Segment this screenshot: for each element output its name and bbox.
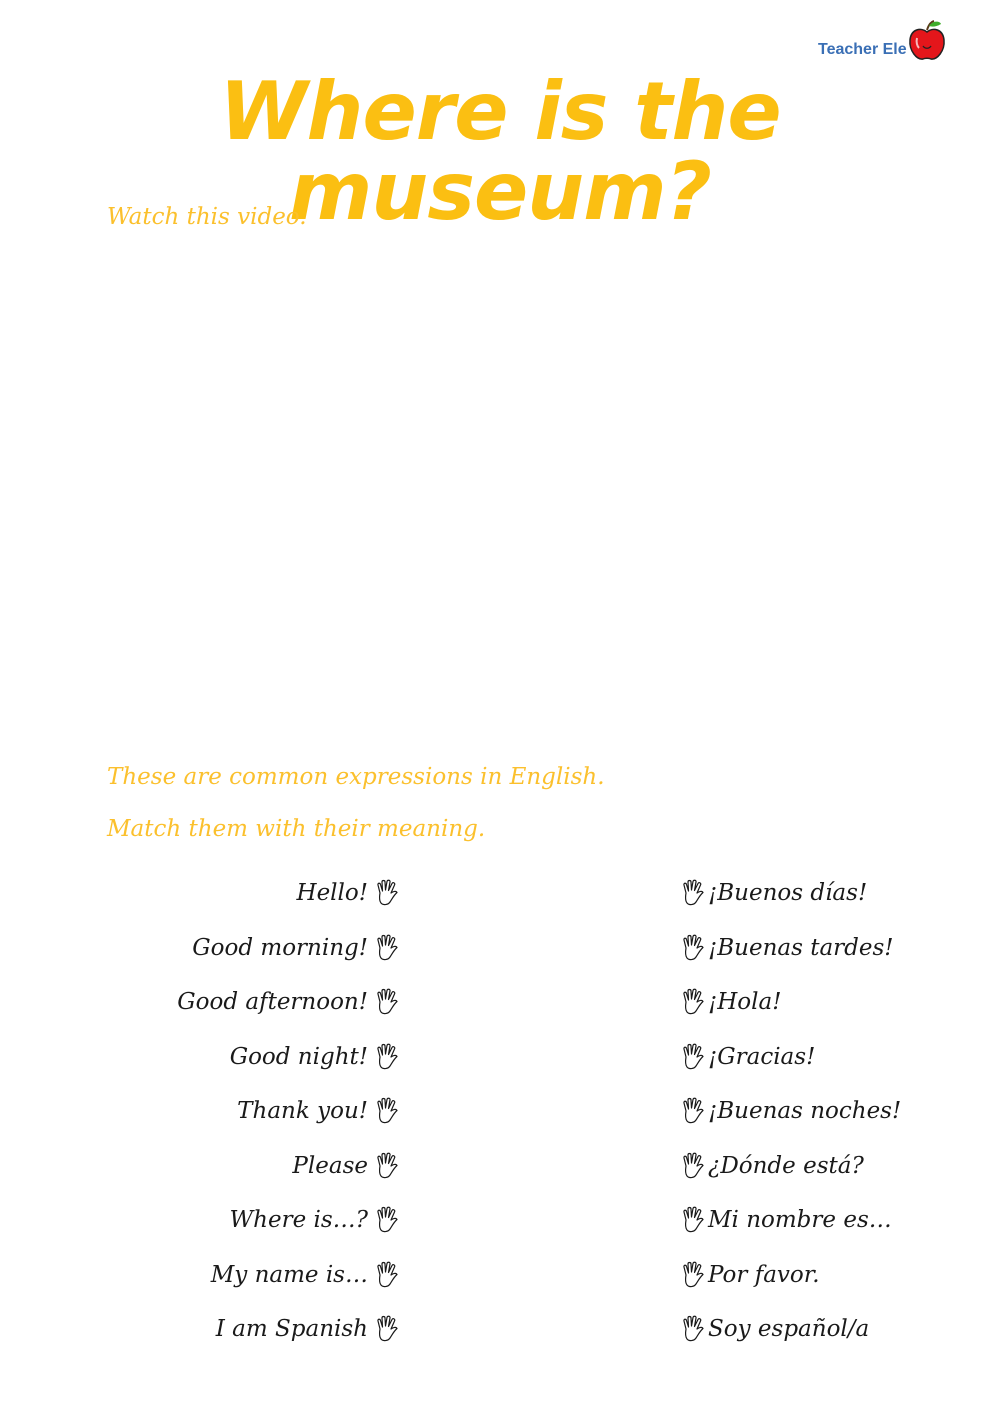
hand-icon[interactable]: [680, 1315, 706, 1343]
spanish-item[interactable]: [680, 1248, 980, 1303]
english-column: [100, 866, 400, 1357]
brand-name: Teacher Ele: [818, 41, 907, 58]
hand-icon[interactable]: [680, 879, 706, 907]
spanish-item-label: Por favor.: [708, 1261, 820, 1288]
spanish-item[interactable]: [680, 921, 980, 976]
english-item[interactable]: [100, 1302, 400, 1357]
english-item[interactable]: [100, 1248, 400, 1303]
watch-instruction: Watch this video.: [107, 204, 307, 230]
spanish-item[interactable]: [680, 1193, 980, 1248]
english-item-label: Please: [292, 1152, 368, 1179]
hand-icon[interactable]: [374, 988, 400, 1016]
spanish-item-label: Mi nombre es…: [708, 1207, 892, 1234]
hand-icon[interactable]: [374, 1261, 400, 1289]
hand-icon[interactable]: [374, 879, 400, 907]
match-instruction: Match them with their meaning.: [107, 816, 486, 842]
hand-icon[interactable]: [374, 1315, 400, 1343]
spanish-item[interactable]: [680, 1302, 980, 1357]
hand-icon[interactable]: [374, 1152, 400, 1180]
hand-icon[interactable]: [680, 1261, 706, 1289]
english-item[interactable]: [100, 975, 400, 1030]
english-item[interactable]: [100, 1193, 400, 1248]
english-item-label: I am Spanish: [215, 1316, 368, 1343]
spanish-item-label: ¡Gracias!: [708, 1043, 816, 1070]
english-item[interactable]: [100, 921, 400, 976]
spanish-item[interactable]: [680, 1139, 980, 1194]
english-item-label: My name is…: [210, 1261, 368, 1288]
hand-icon[interactable]: [374, 934, 400, 962]
english-item-label: Thank you!: [237, 1098, 368, 1125]
hand-icon[interactable]: [374, 1043, 400, 1071]
english-item-label: Hello!: [296, 880, 368, 907]
spanish-item-label: ¿Dónde está?: [708, 1152, 864, 1179]
hand-icon[interactable]: [680, 934, 706, 962]
english-item[interactable]: [100, 1030, 400, 1085]
spanish-column: [680, 866, 980, 1357]
hand-icon[interactable]: [680, 1097, 706, 1125]
spanish-item-label: ¡Buenos días!: [708, 880, 868, 907]
spanish-item[interactable]: [680, 1084, 980, 1139]
apple-icon: [905, 18, 949, 62]
english-item[interactable]: [100, 1139, 400, 1194]
brand-logo: [818, 18, 949, 62]
spanish-item[interactable]: [680, 975, 980, 1030]
hand-icon[interactable]: [374, 1097, 400, 1125]
english-item-label: Good afternoon!: [177, 989, 368, 1016]
spanish-item-label: Soy español/a: [708, 1316, 870, 1343]
page-title: Where is the museum?: [219, 65, 781, 238]
hand-icon[interactable]: [374, 1206, 400, 1234]
hand-icon[interactable]: [680, 988, 706, 1016]
spanish-item-label: ¡Buenas tardes!: [708, 934, 894, 961]
hand-icon[interactable]: [680, 1206, 706, 1234]
english-item[interactable]: [100, 866, 400, 921]
hand-icon[interactable]: [680, 1152, 706, 1180]
common-instruction: These are common expressions in English.: [107, 764, 605, 790]
spanish-item-label: ¡Buenas noches!: [708, 1098, 902, 1125]
hand-icon[interactable]: [680, 1043, 706, 1071]
spanish-item[interactable]: [680, 1030, 980, 1085]
spanish-item-label: ¡Hola!: [708, 989, 782, 1016]
english-item-label: Good night!: [229, 1043, 368, 1070]
english-item[interactable]: [100, 1084, 400, 1139]
spanish-item[interactable]: [680, 866, 980, 921]
english-item-label: Good morning!: [192, 934, 368, 961]
english-item-label: Where is…?: [229, 1207, 368, 1234]
